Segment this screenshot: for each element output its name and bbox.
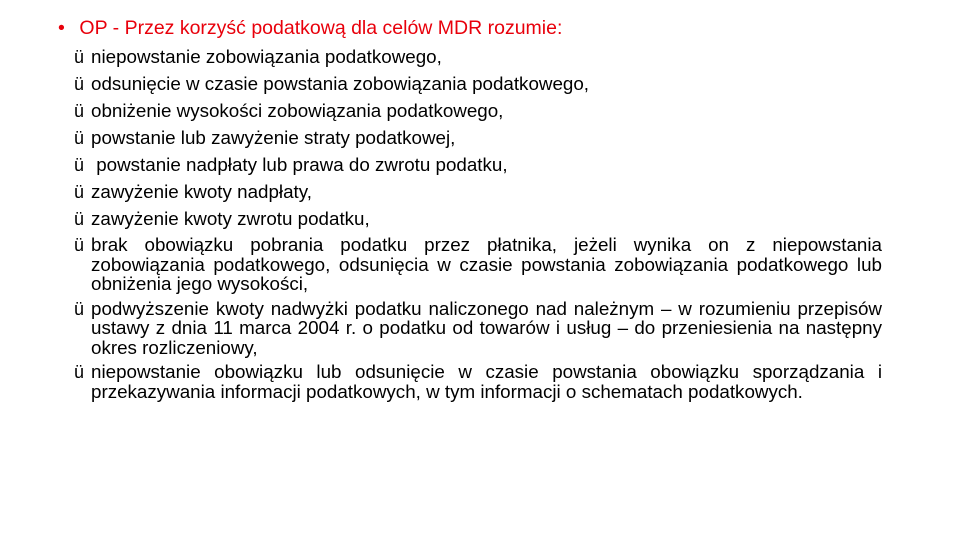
list-item xyxy=(74,73,882,95)
list-item xyxy=(74,154,882,176)
checkmark-icon: ü xyxy=(74,47,85,67)
checkmark-icon: ü xyxy=(74,74,85,94)
list-item-text: niepowstanie zobowiązania podatkowego, xyxy=(91,46,442,67)
list-item-text: podwyższenie kwoty nadwyżki podatku naliczonego nad należnym – w rozumieniu przepisów ustawy z dnia 11 marca 2004 r. o podatku od towarów i usług – do przeniesienia na następny okres rozliczeniowy, xyxy=(91,297,882,358)
checkmark-icon: ü xyxy=(74,155,85,175)
checkmark-icon: ü xyxy=(74,298,85,319)
checkmark-icon: ü xyxy=(74,209,85,229)
list-item xyxy=(74,208,882,230)
checkmark-icon: ü xyxy=(74,182,85,202)
bullet-icon: • xyxy=(58,17,65,39)
list-item xyxy=(74,46,882,68)
list-item-text: powstanie nadpłaty lub prawa do zwrotu podatku, xyxy=(91,154,508,175)
list-item-text: niepowstanie obowiązku lub odsunięcie w czasie powstania obowiązku sporządzania i przekazywania informacji podatkowych, w tym informacji o schematach podatkowych. xyxy=(91,361,882,402)
list-item-text: zawyżenie kwoty nadpłaty, xyxy=(91,181,312,202)
list-item xyxy=(74,100,882,122)
list-item-text: obniżenie wysokości zobowiązania podatkowego, xyxy=(91,100,504,121)
checkmark-icon: ü xyxy=(74,128,85,148)
list-item-text: powstanie lub zawyżenie straty podatkowej, xyxy=(91,127,456,148)
checklist xyxy=(74,46,882,406)
list-item-text: zawyżenie kwoty zwrotu podatku, xyxy=(91,208,370,229)
list-item xyxy=(74,299,882,358)
list-item-text: odsunięcie w czasie powstania zobowiązania podatkowego, xyxy=(91,73,590,94)
heading-text: OP - Przez korzyść podatkową dla celów MDR rozumie: xyxy=(79,17,563,39)
checkmark-icon: ü xyxy=(74,362,85,382)
list-item xyxy=(74,235,882,294)
checkmark-icon: ü xyxy=(74,101,85,121)
slide-heading xyxy=(56,16,562,40)
list-item-text: brak obowiązku pobrania podatku przez płatnika, jeżeli wynika on z niepowstania zobowiązania podatkowego, odsunięcia w czasie powstania zobowiązania podatkowego lub obniżenia jego wysokości, xyxy=(91,234,882,294)
list-item xyxy=(74,127,882,149)
list-item xyxy=(74,362,882,401)
list-item xyxy=(74,181,882,203)
checkmark-icon: ü xyxy=(74,235,85,255)
